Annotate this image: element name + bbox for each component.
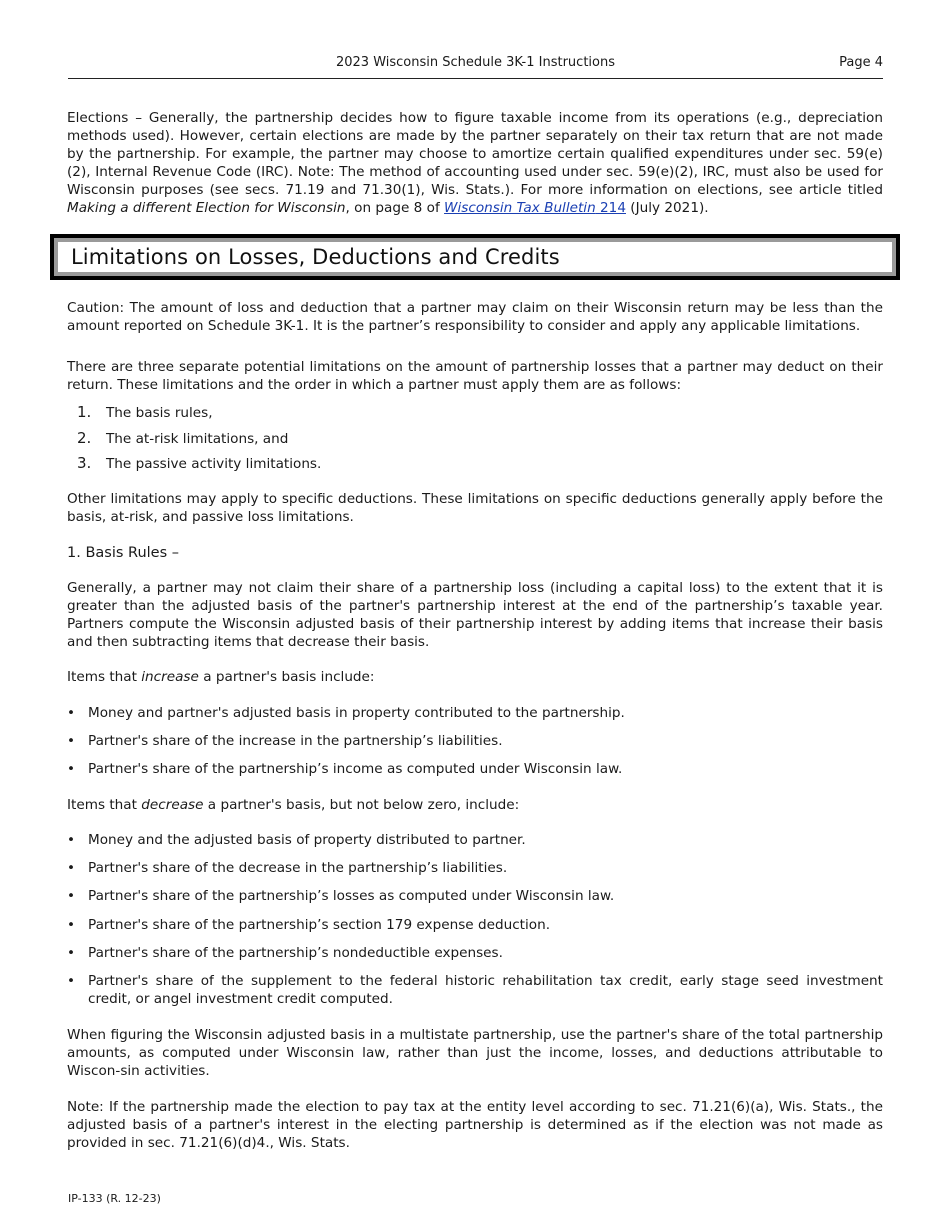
other-limitations-paragraph: Other limitations may apply to specific deductions. These limitations on specific deductions generally apply before the basis, at-risk, and passive loss limitations.	[67, 491, 883, 525]
elections-lead: Elections	[67, 110, 129, 126]
list-item: • Partner's share of the decrease in the partnership’s liabilities.	[67, 860, 508, 876]
multistate-paragraph: When figuring the Wisconsin adjusted basis in a multistate partnership, use the partner's share of the total partnership amounts, as computed under Wisconsin law, rather than just the income, losses, and deductions attributable to Wiscon-sin activities.	[67, 1027, 883, 1079]
caution-label: Caution:	[67, 300, 125, 316]
list-item: • Money and the adjusted basis of property distributed to partner.	[67, 832, 526, 848]
list-item: • Partner's share of the supplement to the federal historic rehabilitation tax credit, early stage seed investment credit, or angel investment credit computed.	[67, 973, 883, 1007]
note-label: Note:	[67, 1099, 104, 1115]
entity-level-note: Note: If the partnership made the election to pay tax at the entity level according to sec. 71.21(6)(a), Wis. Stats., the adjusted basis of a partner's interest in the electing partnership is determined as if the election was not made as provided in sec. 71.21(6)(d)4., Wis. Stats.	[67, 1099, 883, 1151]
list-item: • Partner's share of the partnership’s section 179 expense deduction.	[67, 917, 551, 933]
section-banner	[50, 234, 900, 280]
page-number: Page 4	[839, 55, 883, 70]
note-label: Note:	[297, 164, 335, 180]
tax-bulletin-link[interactable]: Wisconsin Tax Bulletin 214	[444, 200, 626, 216]
caution-paragraph: Caution: The amount of loss and deduction that a partner may claim on their Wisconsin return may be less than the amount reported on Schedule 3K-1. It is the partner’s responsibility to consider and apply any applicable limitations.	[67, 300, 883, 334]
list-item: • Partner's share of the partnership’s income as computed under Wisconsin law.	[67, 761, 623, 777]
limitation-item: 1. The basis rules,	[77, 403, 213, 421]
page-header	[68, 54, 883, 79]
section-title: Limitations on Losses, Deductions and Credits	[71, 245, 560, 269]
increase-intro: Items that increase a partner's basis include:	[67, 669, 375, 685]
form-id: IP-133 (R. 12-23)	[68, 1192, 161, 1205]
limitation-item: 2. The at-risk limitations, and	[77, 429, 289, 447]
list-item: • Money and partner's adjusted basis in property contributed to the partnership.	[67, 705, 625, 721]
limitation-item: 3. The passive activity limitations.	[77, 454, 322, 472]
list-item: • Partner's share of the partnership’s losses as computed under Wisconsin law.	[67, 888, 615, 904]
document-title: 2023 Wisconsin Schedule 3K-1 Instructions	[335, 55, 615, 70]
list-item: • Partner's share of the partnership’s nondeductible expenses.	[67, 945, 503, 961]
elections-paragraph: Elections – Generally, the partnership decides how to figure taxable income from its operations (e.g., depreciation methods used). However, certain elections are made by the partner separately on their tax return that are not made by the partnership. For example, the partner may choose to amortize certain qualified expenditures under sec. 59(e)(2), Internal Revenue Code (IRC). Note: The method of accounting used under sec. 59(e)(2), IRC, must also be used for Wisconsin purposes (see secs. 71.19 and 71.30(1), Wis. Stats.). For more information on elections, see article titled Making a different Election for Wisconsin, on page 8 of Wisconsin Tax Bulletin 214 (July 2021).	[67, 110, 883, 216]
basis-rules-intro: Generally, a partner may not claim their share of a partnership loss (including a capital loss) to the extent that it is greater than the adjusted basis of the partner's partnership interest at the end of the partnership’s taxable year. Partners compute the Wisconsin adjusted basis of their partnership interest by adding items that increase their basis and then subtracting items that decrease their basis.	[67, 580, 883, 650]
decrease-intro: Items that decrease a partner's basis, but not below zero, include:	[67, 797, 520, 813]
article-title: Making a different Election for Wisconsin	[67, 200, 346, 216]
three-limitations-paragraph: There are three separate potential limitations on the amount of partnership losses that a partner may deduct on their return. These limitations and the order in which a partner must apply them are as follows:	[67, 359, 883, 393]
list-item: • Partner's share of the increase in the partnership’s liabilities.	[67, 733, 503, 749]
basis-rules-heading: 1. Basis Rules –	[67, 545, 179, 561]
